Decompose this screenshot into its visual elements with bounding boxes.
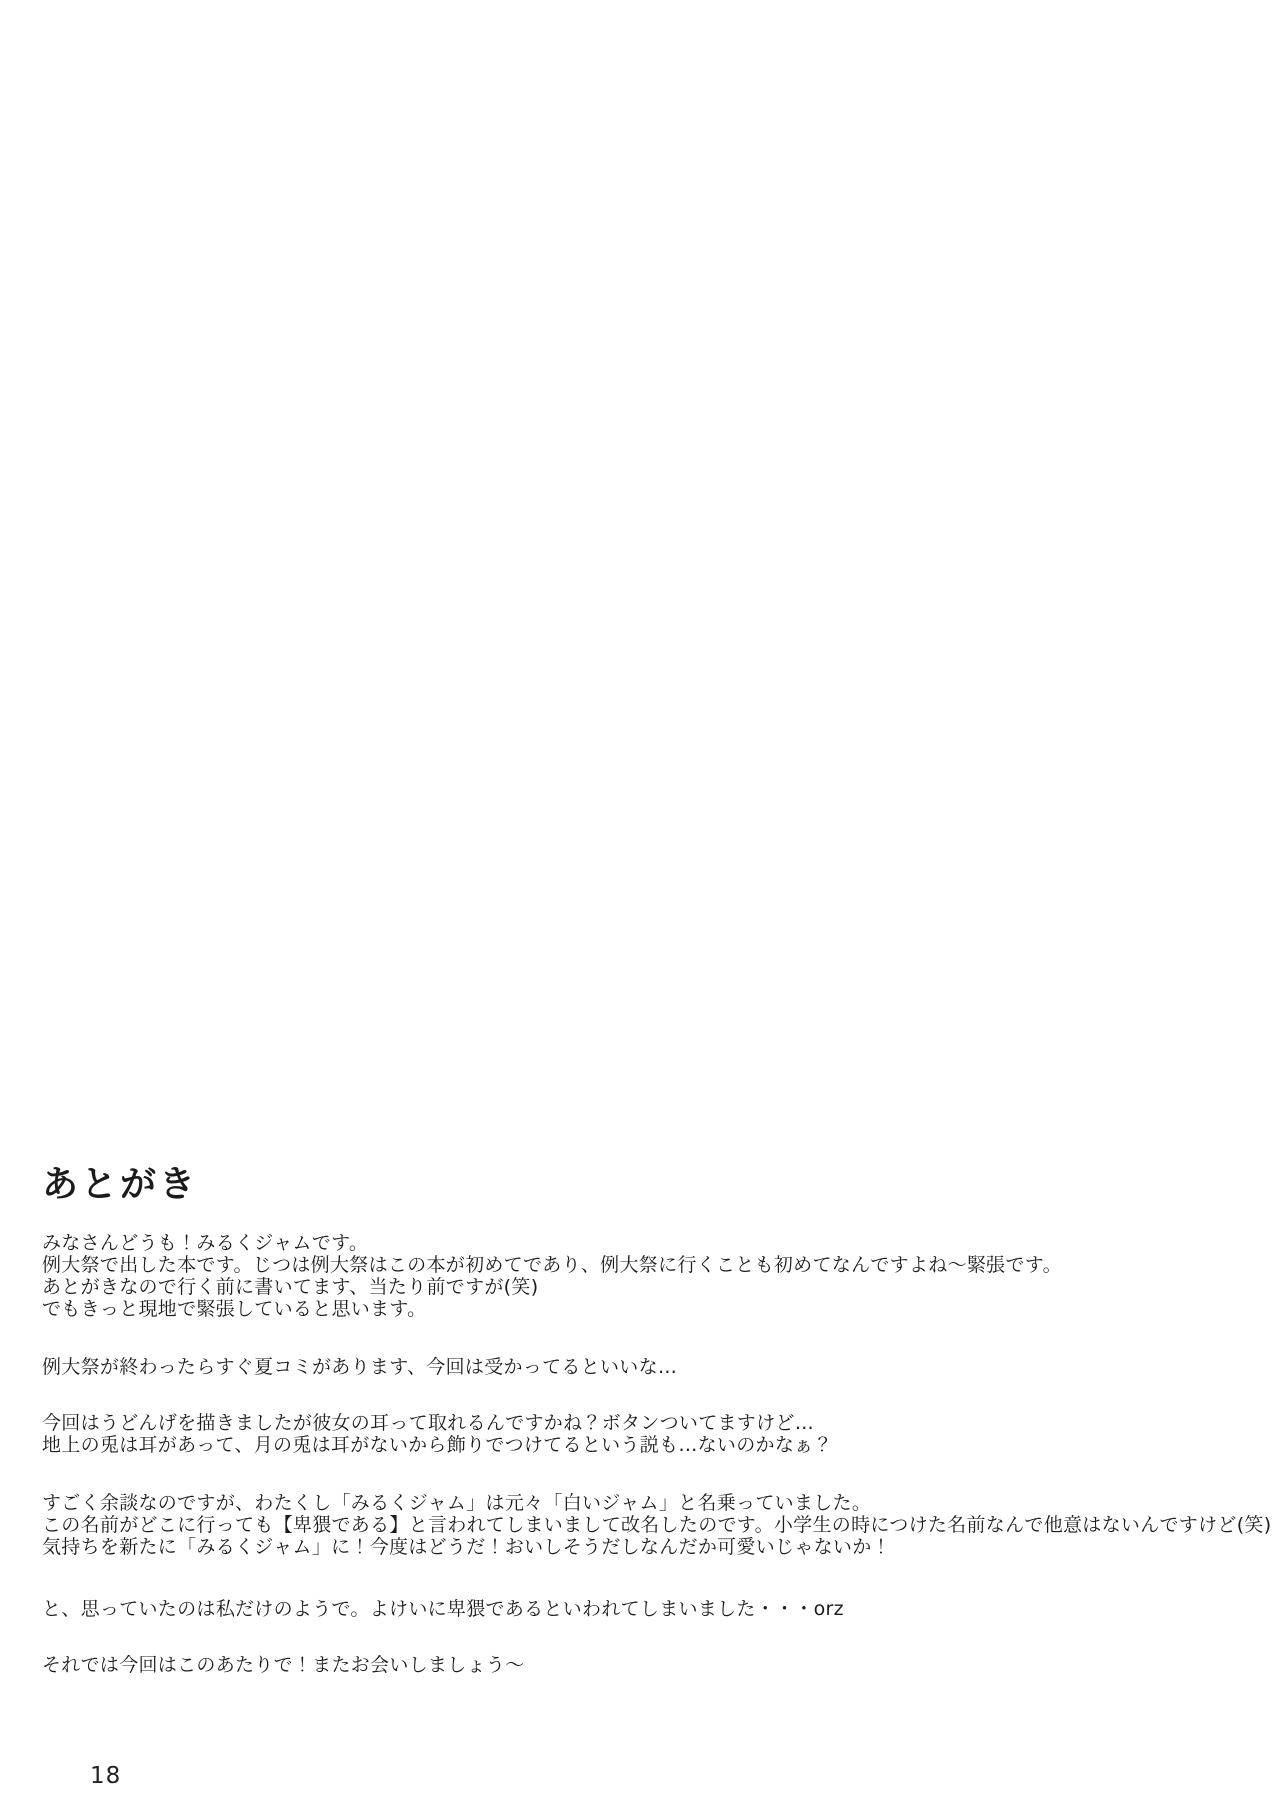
afterword-paragraph xyxy=(42,1598,844,1620)
page-title: あとがき xyxy=(42,1164,199,1205)
afterword-line: と、思っていたのは私だけのようで。よけいに卑猥であるといわれてしまいました・・・orz xyxy=(42,1598,844,1620)
afterword-line: すごく余談なのですが、わたくし「みるくジャム」は元々「白いジャム」と名乗っていました。 xyxy=(42,1492,872,1514)
afterword-line: みなさんどうも！みるくジャムです。 xyxy=(42,1232,369,1254)
afterword-paragraph xyxy=(42,1492,1271,1558)
afterword-line: それでは今回はこのあたりで！またお会いしましょう～ xyxy=(42,1654,525,1676)
afterword-line: 例大祭が終わったらすぐ夏コミがあります、今回は受かってるといいな… xyxy=(42,1356,678,1378)
afterword-paragraph xyxy=(42,1412,833,1456)
afterword-paragraph xyxy=(42,1356,677,1378)
afterword-line: 気持ちを新たに「みるくジャム」に！今度はどうだ！おいしそうだしなんだか可愛いじゃないか！ xyxy=(42,1536,891,1558)
page-number: 18 xyxy=(90,1763,122,1789)
afterword-line: あとがきなので行く前に書いてます、当たり前ですが(笑) xyxy=(42,1276,539,1298)
afterword-line: 例大祭で出した本です。じつは例大祭はこの本が初めてであり、例大祭に行くことも初めてなんですよね～緊張です。 xyxy=(42,1254,1062,1276)
afterword-paragraph xyxy=(42,1654,525,1676)
afterword-line: 地上の兎は耳があって、月の兎は耳がないから飾りでつけてるという説も…ないのかなぁ？ xyxy=(42,1434,833,1456)
afterword-line: でもきっと現地で緊張していると思います。 xyxy=(42,1298,427,1320)
afterword-line: 今回はうどんげを描きましたが彼女の耳って取れるんですかね？ボタンついてますけど… xyxy=(42,1412,815,1434)
afterword-line: この名前がどこに行っても【卑猥である】と言われてしまいまして改名したのです。小学生の時につけた名前なんで他意はないんですけど(笑) xyxy=(42,1514,1272,1536)
afterword-paragraph xyxy=(42,1232,1062,1320)
